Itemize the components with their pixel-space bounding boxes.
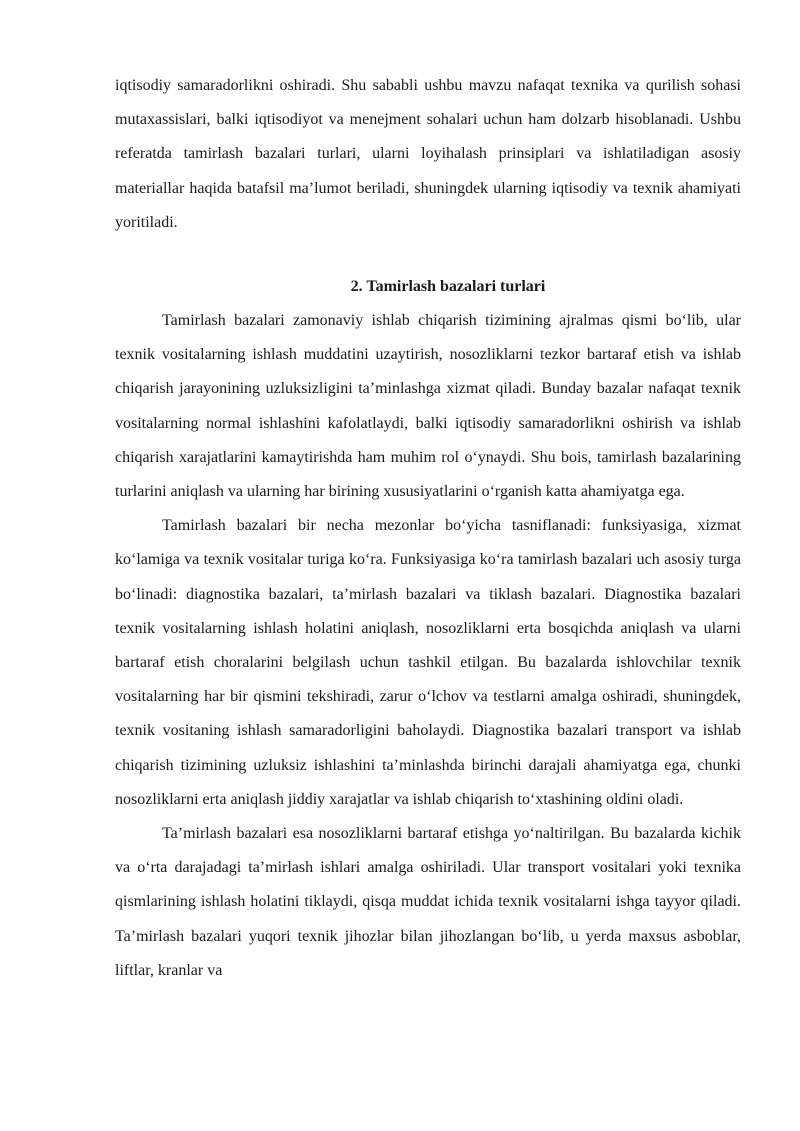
body-paragraph-2: Tamirlash bazalari bir necha mezonlar bo‘yicha tasniflanadi: funksiyasiga, xizmat ko‘lamiga va texnik vositalar turiga ko‘ra. Funksiyasiga ko‘ra tamirlash bazalari uch asosiy turga bo‘linadi: diagnostika bazalari, ta’mirlash bazalari va tiklash bazalari. Diagnostika bazalari texnik vositalarning ishlash holatini aniqlash, nosozliklarni erta bosqichda aniqlash va ularni bartaraf etish choralarini belgilash uchun tashkil etilgan. Bu bazalarda ishlovchilar texnik vositalarning har bir qismini tekshiradi, zarur o‘lchov va testlarni amalga oshiradi, shuningdek, texnik vositaning ishlash samaradorligini baholaydi. Diagnostika bazalari transport va ishlab chiqarish tizimining uzluksiz ishlashini ta’minlashda birinchi darajali ahamiyatga ega, chunki nosozliklarni erta aniqlash jiddiy xarajatlar va ishlab chiqarish to‘xtashining oldini oladi.: [115, 517, 741, 808]
section-heading: 2. Tamirlash bazalari turlari: [350, 278, 546, 296]
intro-paragraph: iqtisodiy samaradorlikni oshiradi. Shu sababli ushbu mavzu nafaqat texnika va qurilish sohasi mutaxassislari, balki iqtisodiyot va menejment sohalari uchun ham dolzarb hisoblanadi. Ushbu referatda tamirlash bazalari turlari, ularni loyihalash prinsiplari va ishlatiladigan asosiy materiallar haqida batafsil ma’lumot beriladi, shuningdek ularning iqtisodiy va texnik ahamiyati yoritiladi.: [115, 77, 741, 231]
paragraph-spacer: [115, 240, 741, 270]
body-paragraph-1: Tamirlash bazalari zamonaviy ishlab chiqarish tizimining ajralmas qismi bo‘lib, ular texnik vositalarning ishlash muddatini uzaytirish, nosozliklarni tezkor bartaraf etish va ishlab chiqarish jarayonining uzluksizligini ta’minlashga xizmat qiladi. Bunday bazalar nafaqat texnik vositalarning normal ishlashini kafolatlaydi, balki iqtisodiy samaradorlikni oshirish va ishlab chiqarish xarajatlarini kamaytirishda ham muhim rol o‘ynaydi. Shu bois, tamirlash bazalarining turlarini aniqlash va ularning har birining xususiyatlarini o‘rganish katta ahamiyatga ega.: [115, 312, 741, 501]
body-paragraph-3: Ta’mirlash bazalari esa nosozliklarni bartaraf etishga yo‘naltirilgan. Bu bazalarda kichik va o‘rta darajadagi ta’mirlash ishlari amalga oshiriladi. Ular transport vositalari yoki texnika qismlarining ishlash holatini tiklaydi, qisqa muddat ichida texnik vositalarni ishga tayyor qiladi. Ta’mirlash bazalari yuqori texnik jihozlar bilan jihozlangan bo‘lib, u yerda maxsus asboblar, liftlar, kranlar va: [115, 825, 741, 979]
document-body: [115, 69, 741, 988]
